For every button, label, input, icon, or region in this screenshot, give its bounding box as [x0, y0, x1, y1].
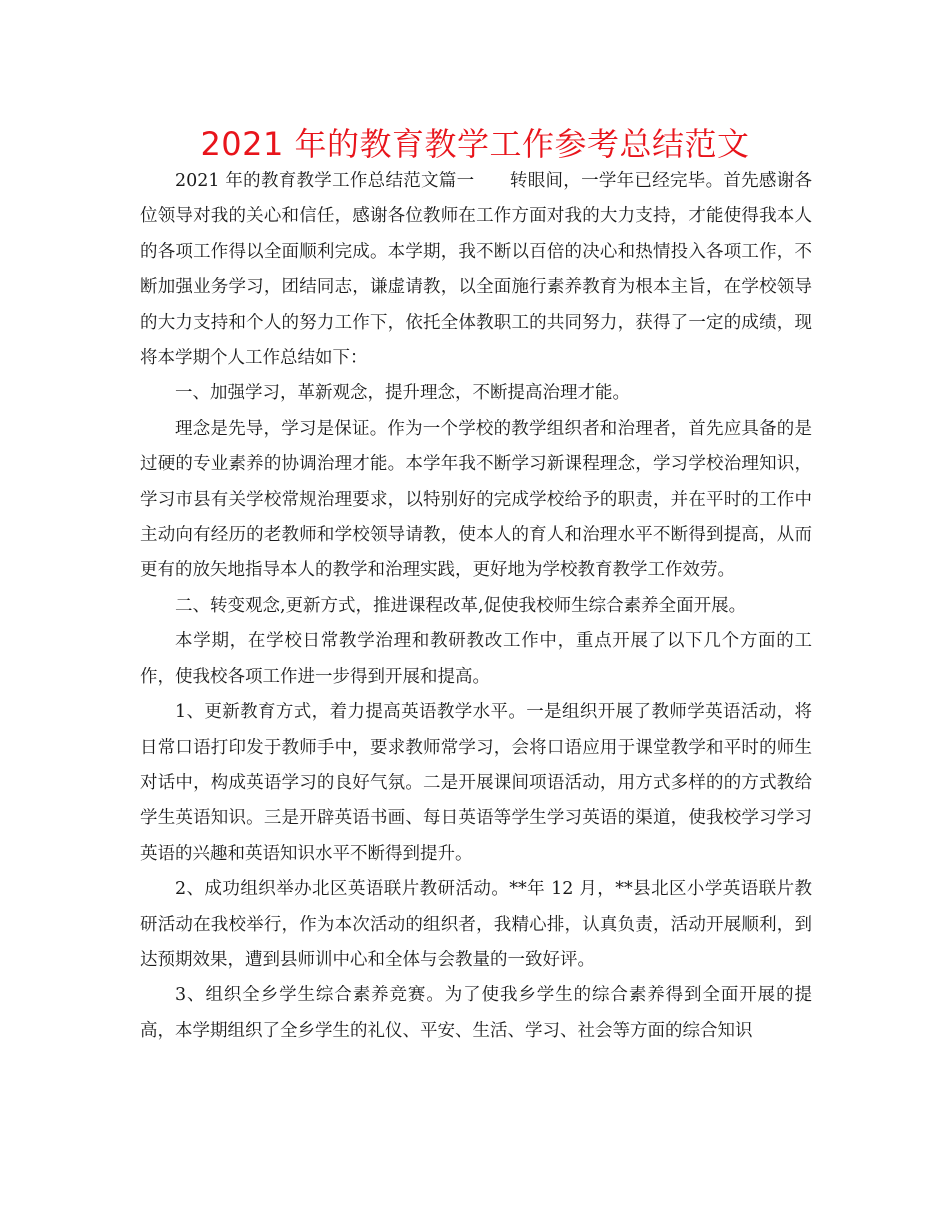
paragraph-heading-1: 一、加强学习，革新观念，提升理念，不断提高治理才能。	[175, 383, 630, 404]
paragraph-section-2-intro: 本学期，在学校日常教学治理和教研教改工作中，重点开展了以下几个方面的工作，使我校各项工作进一步得到开展和提高。	[140, 631, 812, 687]
paragraph-heading-2: 二、转变观念,更新方式，推进课程改革,促使我校师生综合素养全面开展。	[175, 595, 747, 616]
paragraph-item-1: 1、更新教育方式，着力提高英语教学水平。一是组织开展了教师学英语活动，将日常口语打印发于教师手中，要求教师常学习，会将口语应用于课堂教学和平时的师生对话中，构成英语学习的良好气氛。二是开展课间项语活动，用方式多样的的方式教给学生英语知识。三是开辟英语书画、每日英语等学生学习英语的渠道，使我校学习学习英语的兴趣和英语知识水平不断得到提升。	[140, 702, 812, 864]
paragraph-item-3: 3、组织全乡学生综合素养竞赛。为了使我乡学生的综合素养得到全面开展的提高，本学期组织了全乡学生的礼仪、平安、生活、学习、社会等方面的综合知识	[140, 985, 812, 1041]
paragraph-intro: 2021 年的教育教学工作总结范文篇一 转眼间，一学年已经完毕。首先感谢各位领导对我的关心和信任，感谢各位教师在工作方面对我的大力支持，才能使得我本人的各项工作得以全面顺利完成。本学期，我不断以百倍的决心和热情投入各项工作，不断加强业务学习，团结同志，谦虚请教，以全面施行素养教育为根本主旨，在学校领导的大力支持和个人的努力工作下，依托全体教职工的共同努力，获得了一定的成绩，现将本学期个人工作总结如下：	[140, 171, 812, 369]
document-body	[140, 164, 812, 1049]
paragraph-section-1: 理念是先导，学习是保证。作为一个学校的教学组织者和治理者，首先应具备的是过硬的专业素养的协调治理才能。本学年我不断学习新课程理念，学习学校治理知识，学习市县有关学校常规治理要求，以特别好的完成学校给予的职责，并在平时的工作中主动向有经历的老教师和学校领导请教，使本人的育人和治理水平不断得到提高，从而更有的放矢地指导本人的教学和治理实践，更好地为学校教育教学工作效劳。	[140, 418, 812, 581]
paragraph-item-2: 2、成功组织举办北区英语联片教研活动。**年 12 月，**县北区小学英语联片教研活动在我校举行，作为本次活动的组织者，我精心排，认真负责，活动开展顺利，到达预期效果，遭到县师训中心和全体与会教量的一致好评。	[140, 879, 812, 970]
document-title: 2021 年的教育教学工作参考总结范文	[200, 125, 750, 163]
